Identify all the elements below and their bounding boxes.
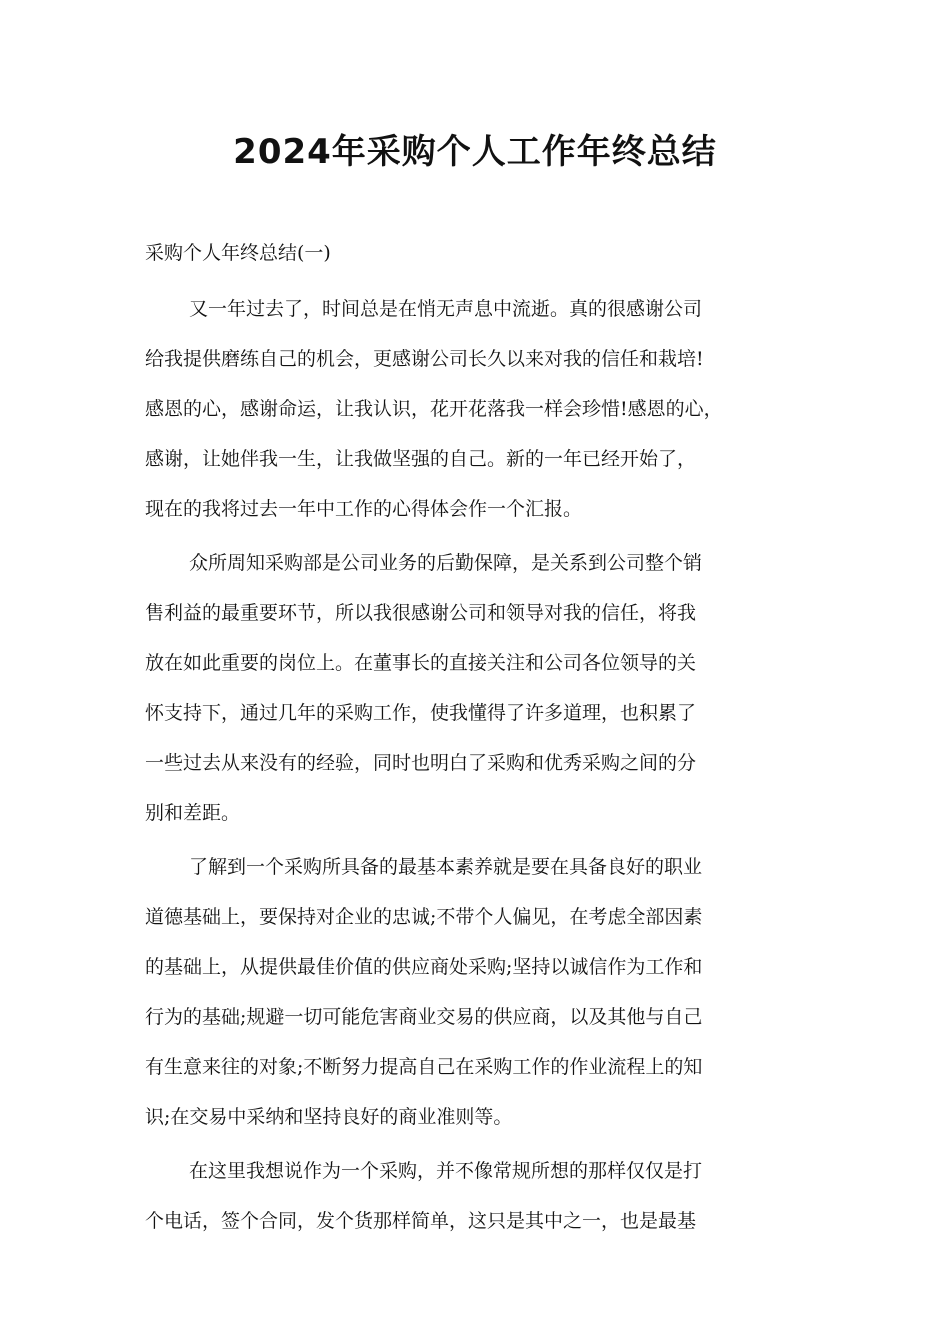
paragraph-line: 又一年过去了，时间总是在悄无声息中流逝。真的很感谢公司	[189, 298, 703, 320]
paragraph-line: 给我提供磨练自己的机会，更感谢公司长久以来对我的信任和栽培!	[145, 348, 704, 370]
paragraph-line: 的基础上，从提供最佳价值的供应商处采购;坚持以诚信作为工作和	[145, 956, 703, 978]
paragraph-line: 识;在交易中采纳和坚持良好的商业准则等。	[145, 1106, 513, 1128]
paragraph-line: 感恩的心，感谢命运，让我认识，花开花落我一样会珍惜!感恩的心，	[145, 398, 723, 420]
paragraph-line: 有生意来往的对象;不断努力提高自己在采购工作的作业流程上的知	[145, 1056, 703, 1078]
paragraph-2	[145, 538, 813, 838]
paragraph-line: 道德基础上，要保持对企业的忠诚;不带个人偏见，在考虑全部因素	[145, 906, 703, 928]
paragraph-1	[145, 284, 813, 534]
document-title: 2024年采购个人工作年终总结	[233, 132, 717, 172]
paragraph-3	[145, 842, 813, 1142]
section-heading: 采购个人年终总结(一)	[145, 242, 331, 264]
paragraph-line: 个电话，签个合同，发个货那样简单，这只是其中之一，也是最基	[145, 1210, 697, 1232]
paragraph-line: 怀支持下，通过几年的采购工作，使我懂得了许多道理，也积累了	[145, 702, 697, 724]
paragraph-line: 感谢，让她伴我一生，让我做坚强的自己。新的一年已经开始了，	[145, 448, 697, 470]
paragraph-4	[145, 1146, 813, 1246]
paragraph-line: 售利益的最重要环节，所以我很感谢公司和领导对我的信任，将我	[145, 602, 697, 624]
paragraph-line: 别和差距。	[145, 802, 241, 824]
document-body	[145, 228, 813, 1250]
paragraph-line: 在这里我想说作为一个采购，并不像常规所想的那样仅仅是打	[189, 1160, 703, 1182]
paragraph-line: 放在如此重要的岗位上。在董事长的直接关注和公司各位领导的关	[145, 652, 697, 674]
paragraph-line: 行为的基础;规避一切可能危害商业交易的供应商，以及其他与自己	[145, 1006, 703, 1028]
paragraph-line: 一些过去从来没有的经验，同时也明白了采购和优秀采购之间的分	[145, 752, 697, 774]
paragraph-line: 现在的我将过去一年中工作的心得体会作一个汇报。	[145, 498, 583, 520]
paragraph-line: 众所周知采购部是公司业务的后勤保障，是关系到公司整个销	[189, 552, 703, 574]
paragraph-line: 了解到一个采购所具备的最基本素养就是要在具备良好的职业	[189, 856, 703, 878]
